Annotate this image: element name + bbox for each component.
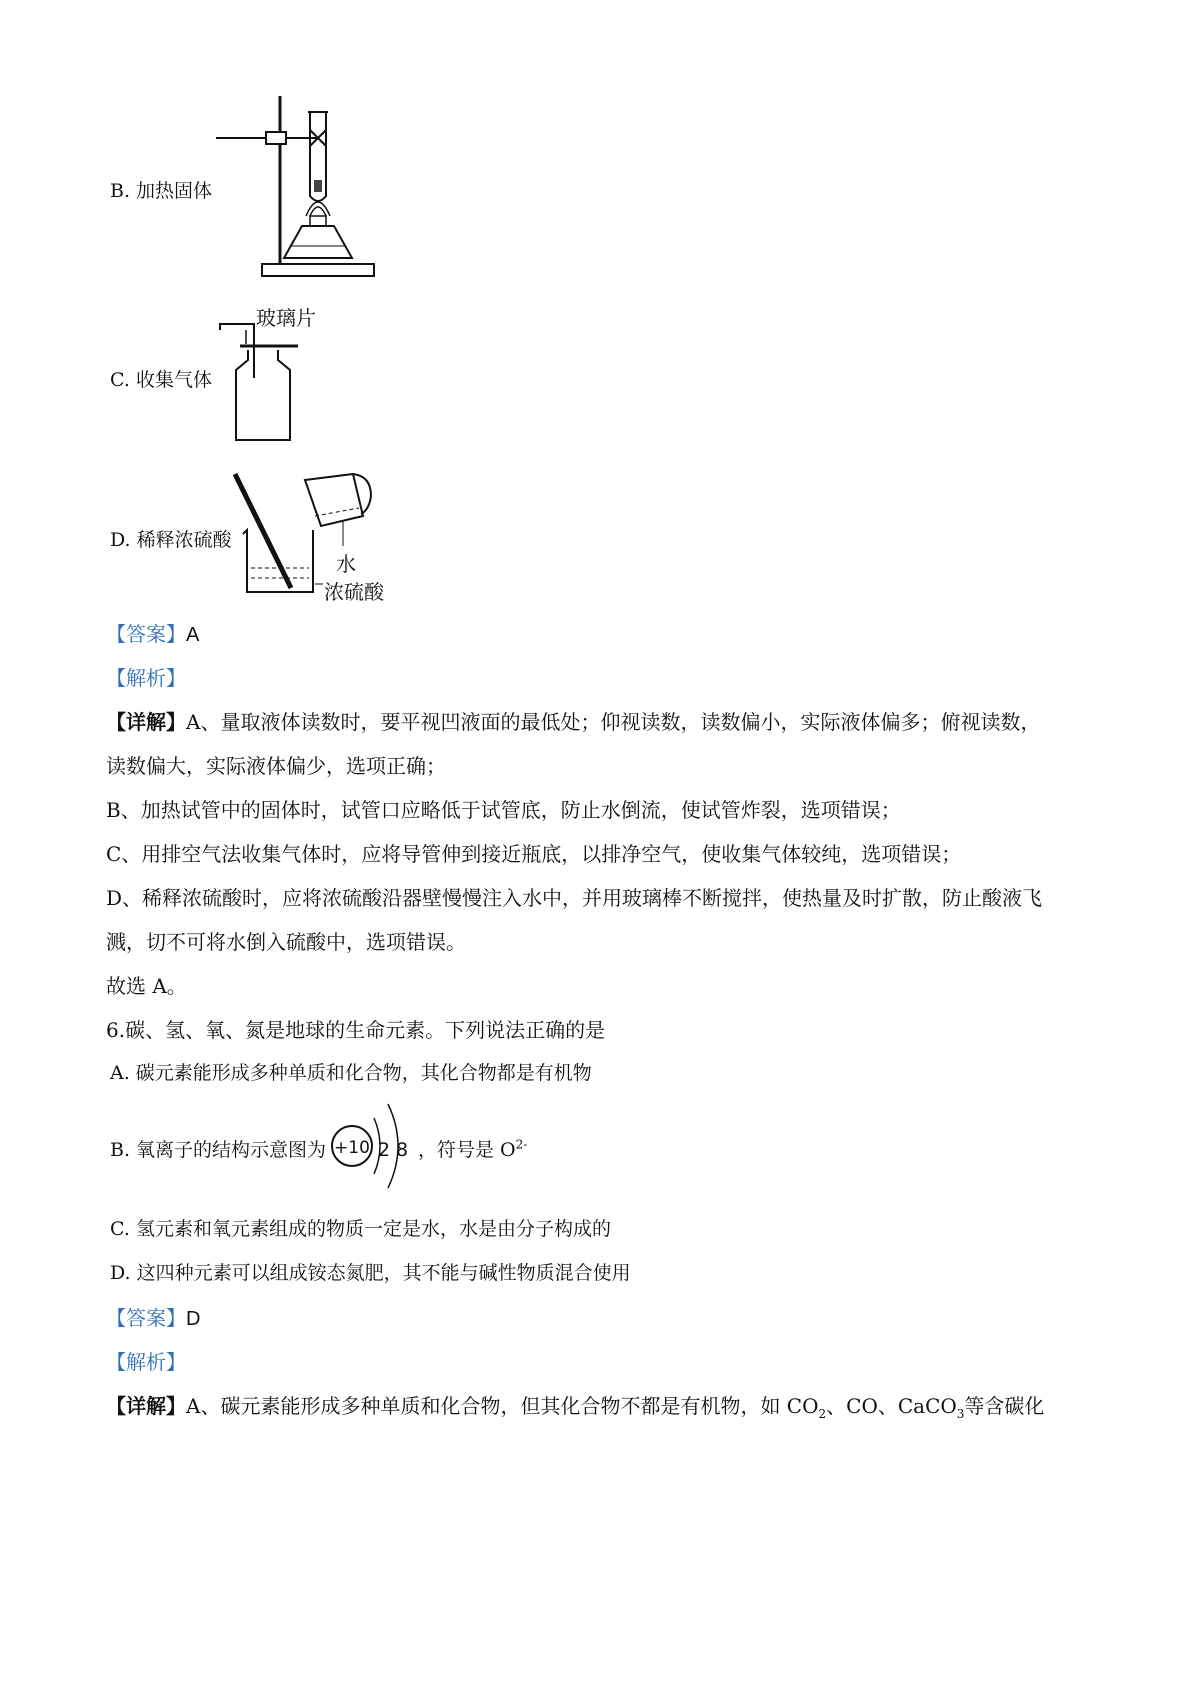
oxygen-ion-structure-diagram: [328, 1096, 418, 1196]
q6-analysis-tag: 【解析】: [106, 1350, 186, 1374]
q6-option-a: A. 碳元素能形成多种单质和化合物，其化合物都是有机物: [110, 1062, 592, 1084]
q5-answer: [106, 618, 199, 647]
nucleus-charge: +10: [334, 1138, 370, 1158]
detail-a-text: A、量取液体读数时，要平视凹液面的最低处；仰视读数，读数偏小，实际液体偏多；俯视读数，: [186, 710, 1041, 734]
concentrated-acid-label: 浓硫酸: [324, 580, 384, 604]
ion-charge-superscript: 2-: [515, 1137, 528, 1152]
water-label: 水: [336, 552, 356, 576]
answer-value: A: [186, 624, 200, 646]
q6-option-c: C. 氢元素和氧元素组成的物质一定是水，水是由分子构成的: [110, 1218, 611, 1240]
q5-detail-d-line2: 溅，切不可将水倒入硫酸中，选项错误。: [106, 930, 466, 954]
q5-analysis-tag: 【解析】: [106, 666, 186, 690]
glass-plate-label: 玻璃片: [256, 306, 316, 330]
detail-a-text-3: 等含碳化: [964, 1394, 1045, 1418]
caco3-subscript: 3: [956, 1407, 965, 1421]
shell-2-electrons: 8: [395, 1139, 409, 1161]
detail-a-text-2: 、CO、CaCO: [826, 1394, 957, 1418]
q5-conclusion: 故选 A。: [106, 974, 187, 998]
shell-1-electrons: 2: [377, 1139, 391, 1161]
ion-symbol-text: ，符号是 O: [418, 1139, 516, 1161]
q6-option-d: D. 这四种元素可以组成铵态氮肥，其不能与碱性物质混合使用: [110, 1262, 631, 1284]
heating-apparatus-figure: [210, 92, 380, 282]
q5-option-c: C. 收集气体: [110, 369, 212, 391]
q6-option-b-suffix: [418, 1135, 527, 1162]
answer-value: D: [186, 1308, 201, 1330]
answer-tag: 【答案】: [106, 622, 186, 646]
q5-detail-d-line1: D、稀释浓硫酸时，应将浓硫酸沿器壁慢慢注入水中，并用玻璃棒不断搅拌，使热量及时扩散，防止酸液飞: [106, 886, 1043, 910]
q5-detail-b: B、加热试管中的固体时，试管口应略低于试管底，防止水倒流，使试管炸裂，选项错误；: [106, 798, 901, 822]
q5-option-d: D. 稀释浓硫酸: [110, 529, 232, 551]
q6-answer: [106, 1302, 200, 1331]
q5-detail-c: C、用排空气法收集气体时，应将导管伸到接近瓶底，以排净空气，使收集气体较纯，选项错误；: [106, 842, 962, 866]
detail-tag: 【详解】: [106, 1394, 186, 1418]
detail-a-text-1: A、碳元素能形成多种单质和化合物，但其化合物不都是有机物，如 CO: [186, 1394, 819, 1418]
co2-subscript: 2: [818, 1407, 827, 1421]
answer-tag: 【答案】: [106, 1306, 186, 1330]
q5-detail-a-line2: 读数偏大，实际液体偏少，选项正确；: [106, 754, 446, 778]
q6-option-b-prefix: B. 氧离子的结构示意图为: [110, 1139, 327, 1161]
q5-detail-a-line1: [106, 706, 1040, 735]
q5-option-b: B. 加热固体: [110, 180, 213, 202]
q6-detail-a: [106, 1390, 1044, 1419]
detail-tag: 【详解】: [106, 710, 186, 734]
q6-stem: 6.碳、氢、氧、氮是地球的生命元素。下列说法正确的是: [106, 1018, 606, 1042]
